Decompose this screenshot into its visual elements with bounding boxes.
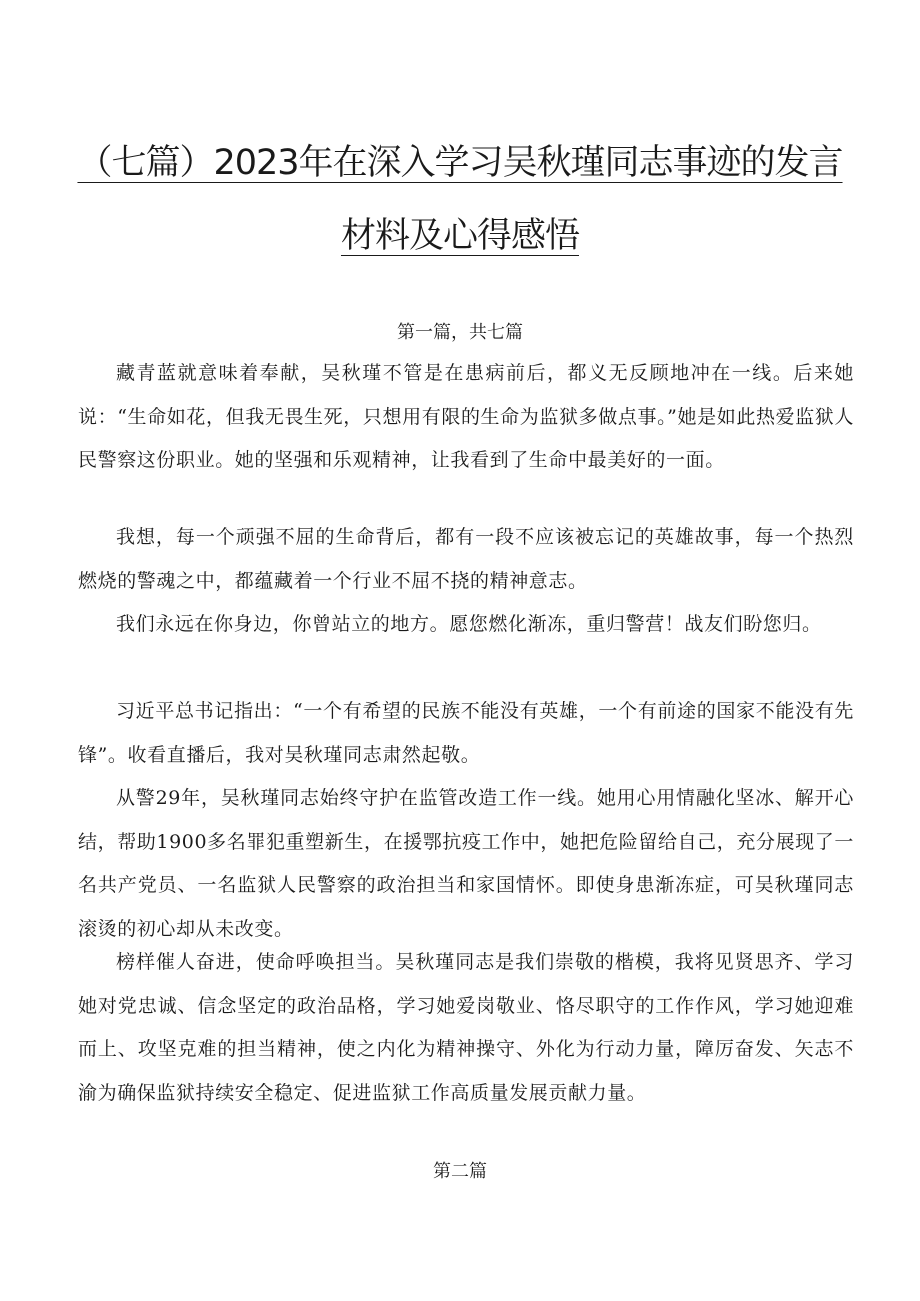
paragraph: 从警29年，吴秋瑾同志始终守护在监管改造工作一线。她用心用情融化坚冰、解开心结，帮助1900多名罪犯重塑新生，在援鄂抗疫工作中，她把危险留给自己，充分展现了一名共产党员、一名监狱人民警察的政治担当和家国情怀。即使身患渐冻症，可吴秋瑾同志滚烫的初心却从未改变。 — [78, 787, 854, 940]
document-title-line-1 — [0, 135, 920, 185]
title-text-2: 材料及心得感悟 — [340, 216, 579, 256]
paragraph: 藏青蓝就意味着奉献，吴秋瑾不管是在患病前后，都义无反顾地冲在一线。后来她说：“生命如花，但我无畏生死，只想用有限的生命为监狱多做点事。”她是如此热爱监狱人民警察这份职业。她的坚强和乐观精神，让我看到了生命中最美好的一面。 — [78, 362, 854, 471]
document-title-line-2 — [0, 208, 920, 258]
paragraph: 我们永远在你身边，你曾站立的地方。愿您燃化渐冻，重归警营！战友们盼您归。 — [116, 613, 822, 635]
paragraph: 榜样催人奋进，使命呼唤担当。吴秋瑾同志是我们崇敬的楷模，我将见贤思齐、学习她对党忠诚、信念坚定的政治品格，学习她爱岗敬业、恪尽职守的工作作风，学习她迎难而上、攻坚克难的担当精神，使之内化为精神操守、外化为行动力量，障厉奋发、矢志不渝为确保监狱持续安全稳定、促进监狱工作高质量发展贡献力量。 — [78, 951, 854, 1104]
section-heading-1: 第一篇，共七篇 — [397, 322, 523, 343]
paragraph: 习近平总书记指出：“一个有希望的民族不能没有英雄，一个有前途的国家不能没有先锋”。收看直播后，我对吴秋瑾同志肃然起敬。 — [78, 700, 854, 766]
title-text-1: （七篇）2023年在深入学习吴秋瑾同志事迹的发言 — [77, 143, 843, 183]
section-heading-2: 第二篇 — [433, 1161, 487, 1182]
paragraph: 我想，每一个顽强不屈的生命背后，都有一段不应该被忘记的英雄故事，每一个热烈燃烧的警魂之中，都蕴藏着一个行业不屈不挠的精神意志。 — [78, 526, 854, 592]
